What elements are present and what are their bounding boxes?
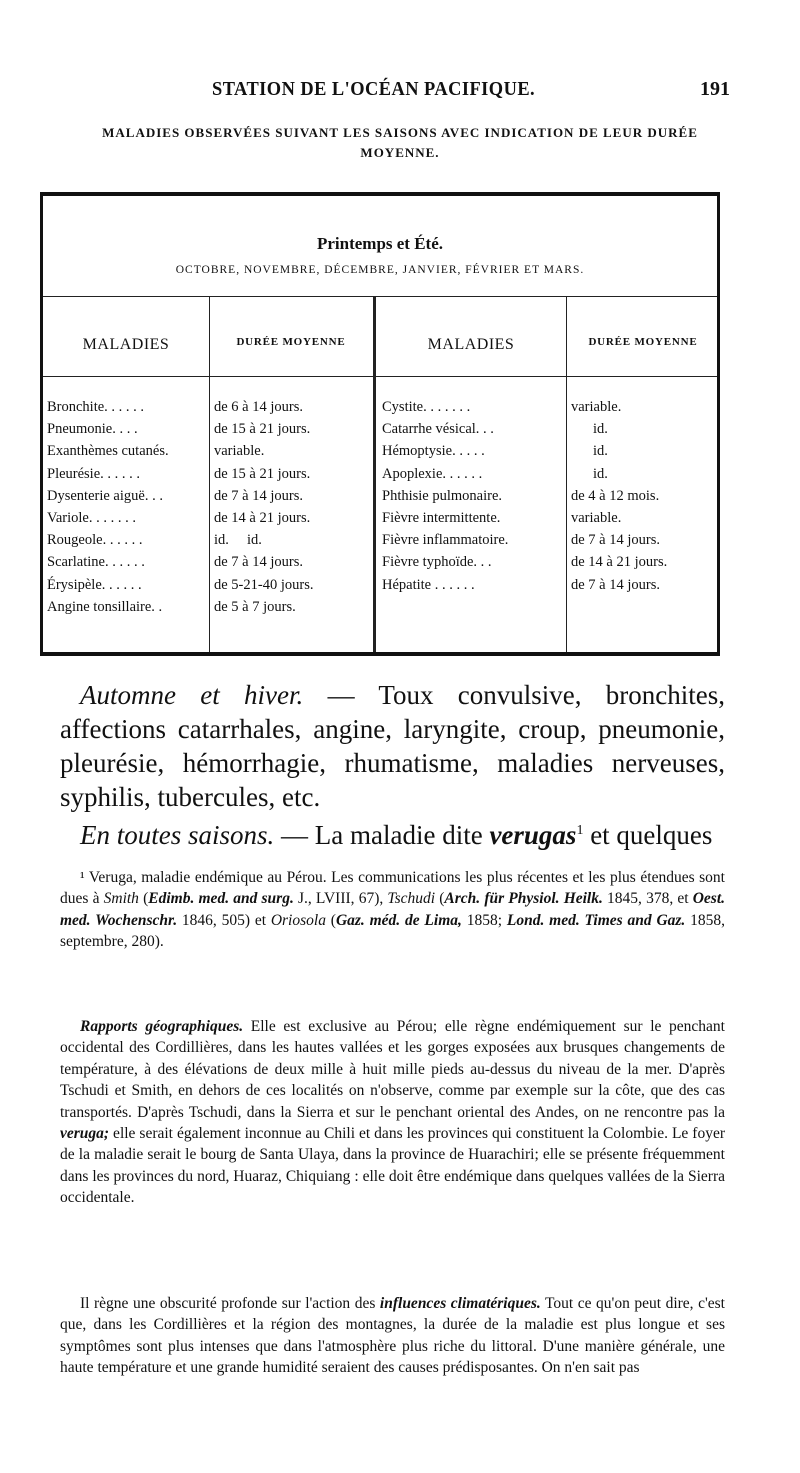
right-disease-column <box>382 396 508 596</box>
table-cell: de 5-21-40 jours. <box>214 576 314 593</box>
table-cell: Exanthèmes cutanés. <box>47 443 169 460</box>
column-divider <box>209 296 210 652</box>
table-cell: Dysenterie aiguë. . . <box>47 487 163 504</box>
table-cell: de 15 à 21 jours. <box>214 465 311 482</box>
paragraph-text: et quelques <box>583 820 713 850</box>
footnote-text-run: Rapports géographiques. <box>80 1018 244 1035</box>
table-cell: de 15 à 21 jours. <box>214 421 311 438</box>
table-cell: Cystite. . . . . . . <box>382 399 471 415</box>
right-duration-column <box>571 396 667 596</box>
table-cell: Pneumonie. . . . <box>47 421 138 438</box>
term-verugas: verugas <box>489 820 577 850</box>
table-cell: Fièvre typhoïde. . . <box>382 554 492 571</box>
table-cell: id. id. <box>214 532 262 549</box>
table-rule <box>43 296 717 297</box>
left-disease-column <box>47 396 169 618</box>
footnote-text-run: Smith <box>103 890 139 908</box>
table-cell: Catarrhe vésical. . . <box>382 421 494 438</box>
footnote-text-run: Oest. med. Wochenschr. <box>60 890 726 929</box>
caption-line-1: MALADIES OBSERVÉES SUIVANT LES SAISONS AVEC INDICATION DE LEUR DURÉE <box>102 125 698 140</box>
page-number: 191 <box>700 78 730 100</box>
left-duration-column <box>214 396 313 618</box>
table-cell: de 4 à 12 mois. <box>571 487 660 504</box>
footnote-text-run: elle serait également inconnue au Chili et dans les provinces qui constituent la Colombie. Le foyer de la maladie serait le bourg de Santa Ulaya, dans la province de Huarachiri; elle se présente fréquemment dans les provinces du nord, Huaraz, Chiquiang : elle doit être endémique dans quelques vallées de la Sierra occidentale. <box>60 1125 725 1207</box>
season-months: OCTOBRE, NOVEMBRE, DÉCEMBRE, JANVIER, FÉVRIER ET MARS. <box>175 264 585 276</box>
footnote-text-run: 1846, 505) et <box>177 911 271 929</box>
footnote-text-run: 1858, septembre, 280). <box>60 911 726 951</box>
table-cell: id. <box>593 443 608 460</box>
footnote-text-run: ¹ <box>80 869 89 886</box>
column-header-maladies: MALADIES <box>82 336 170 353</box>
table-cell: Pleurésie. . . . . . <box>47 465 141 482</box>
table-cell: Phthisie pulmonaire. <box>382 487 503 504</box>
table-cell: Hépatite . . . . . . <box>382 576 475 593</box>
table-cell: Fièvre intermittente. <box>382 509 501 526</box>
footnote-text-run: ( <box>138 890 149 908</box>
table-cell: de 7 à 14 jours. <box>571 532 660 549</box>
seasonal-disease-table <box>40 192 720 656</box>
footnote-text-run: J., LVIII, 67), <box>293 890 388 908</box>
column-header-maladies: MALADIES <box>427 336 515 353</box>
footnote-text-run: Il règne une obscurité profonde sur l'action des <box>80 1295 380 1312</box>
season-heading: Printemps et Été. <box>316 234 444 253</box>
footnote-marker: 1 <box>576 823 584 838</box>
table-cell: de 7 à 14 jours. <box>571 576 660 593</box>
footnote-paragraph <box>60 867 725 953</box>
footnote-text-run: Tout ce qu'on peut dire, c'est que, dans les Cordillières et la région des montagnes, la durée de la maladie est plus longue et ses symptômes sont plus intenses que dans l'atmosphère plus riche du littoral. D'une manière générale, une haute température et une grande humidité seraient des causes prédisposantes. On n'en sait pas <box>60 1295 725 1377</box>
paragraph-autumn-winter <box>60 678 725 814</box>
footnote-text-run: Veruga <box>88 869 133 886</box>
caption-line-2: MOYENNE. <box>360 145 440 160</box>
table-cell: Scarlatine. . . . . . <box>47 554 145 571</box>
paragraph-all-seasons <box>60 814 725 852</box>
table-cell: id. <box>593 465 608 482</box>
footnote-text-run: , maladie endémique au Pérou. Les communications les plus récentes et les plus étendues sont dues à <box>60 869 725 908</box>
footnote-text-run: Gaz. méd. de Lima, <box>335 911 462 929</box>
footnote-text-run: 1858; <box>461 911 507 929</box>
footnote-text-run: veruga; <box>60 1125 110 1143</box>
paragraph-text: — Toux convulsive, bronchites, affections catarrhales, angine, laryngite, croup, pneumonie, pleurésie, hémorrhagie, rhumatisme, maladies nerveuses, syphilis, tubercules, etc. <box>60 680 725 812</box>
table-cell: Rougeole. . . . . . <box>47 532 143 549</box>
footnote-text-run: ( <box>435 890 445 908</box>
table-cell: Variole. . . . . . . <box>47 509 136 526</box>
footnote-text-run: 1845, 378, et <box>602 890 693 908</box>
table-cell: Fièvre inflammatoire. <box>382 532 509 549</box>
table-cell: variable. <box>214 443 265 460</box>
footnote-text-run: influences climatériques. <box>379 1295 541 1312</box>
column-divider <box>566 296 567 652</box>
table-cell: de 5 à 7 jours. <box>214 598 296 615</box>
table-cell: de 14 à 21 jours. <box>571 554 668 571</box>
table-cell: id. <box>593 421 608 438</box>
table-cell: de 7 à 14 jours. <box>214 554 303 571</box>
footnote-text-run: Lond. med. Times and Gaz. <box>506 911 686 929</box>
footnote-paragraph <box>60 1016 725 1209</box>
footnote-text-run: Tschudi <box>387 890 436 908</box>
table-cell: Angine tonsillaire. . <box>47 598 163 615</box>
table-cell: de 7 à 14 jours. <box>214 487 303 504</box>
footnote-paragraph <box>60 1293 725 1379</box>
table-cell: Érysipèle. . . . . . <box>47 576 142 593</box>
column-header-duree: DURÉE MOYENNE <box>236 336 346 348</box>
footnote-text-run: Oriosola <box>270 911 326 929</box>
paragraph-text: — La maladie dite <box>274 820 490 850</box>
running-title: STATION DE L'OCÉAN PACIFIQUE. <box>212 78 536 100</box>
table-cell: variable. <box>571 509 622 526</box>
table-cell: variable. <box>571 399 622 415</box>
table-cell: Apoplexie. . . . . . <box>382 465 483 482</box>
table-cell: de 14 à 21 jours. <box>214 509 311 526</box>
section-label: Automne et hiver. <box>80 680 304 710</box>
footnote-text-run: Edimb. med. and surg. <box>148 890 294 908</box>
table-caption <box>40 123 760 163</box>
footnote-text-run: Arch. für Physiol. Heilk. <box>444 890 603 908</box>
table-cell: Bronchite. . . . . . <box>47 399 145 415</box>
section-label: En toutes saisons. <box>80 820 275 850</box>
column-header-duree: DURÉE MOYENNE <box>588 336 698 348</box>
running-head <box>110 78 730 108</box>
table-cell: Hémoptysie. . . . . <box>382 443 485 460</box>
table-cell: de 6 à 14 jours. <box>214 399 303 415</box>
footnote-text-run: ( <box>325 911 336 929</box>
table-rule <box>43 376 717 377</box>
footnote-text-run: Elle est exclusive au Pérou; elle règne endémiquement sur le penchant occidental des Cordillières, dans les hautes vallées et les gorges exposées aux brusques changements de température, à des élévations de deux mille à huit mille pieds au-dessus du niveau de la mer. D'après Tschudi et Smith, en dehors de ces localités on n'observe, comme par exemple sur la côte, que des cas transportés. D'après Tschudi, dans la Sierra et sur le penchant oriental des Andes, on ne rencontre pas la <box>60 1018 725 1121</box>
